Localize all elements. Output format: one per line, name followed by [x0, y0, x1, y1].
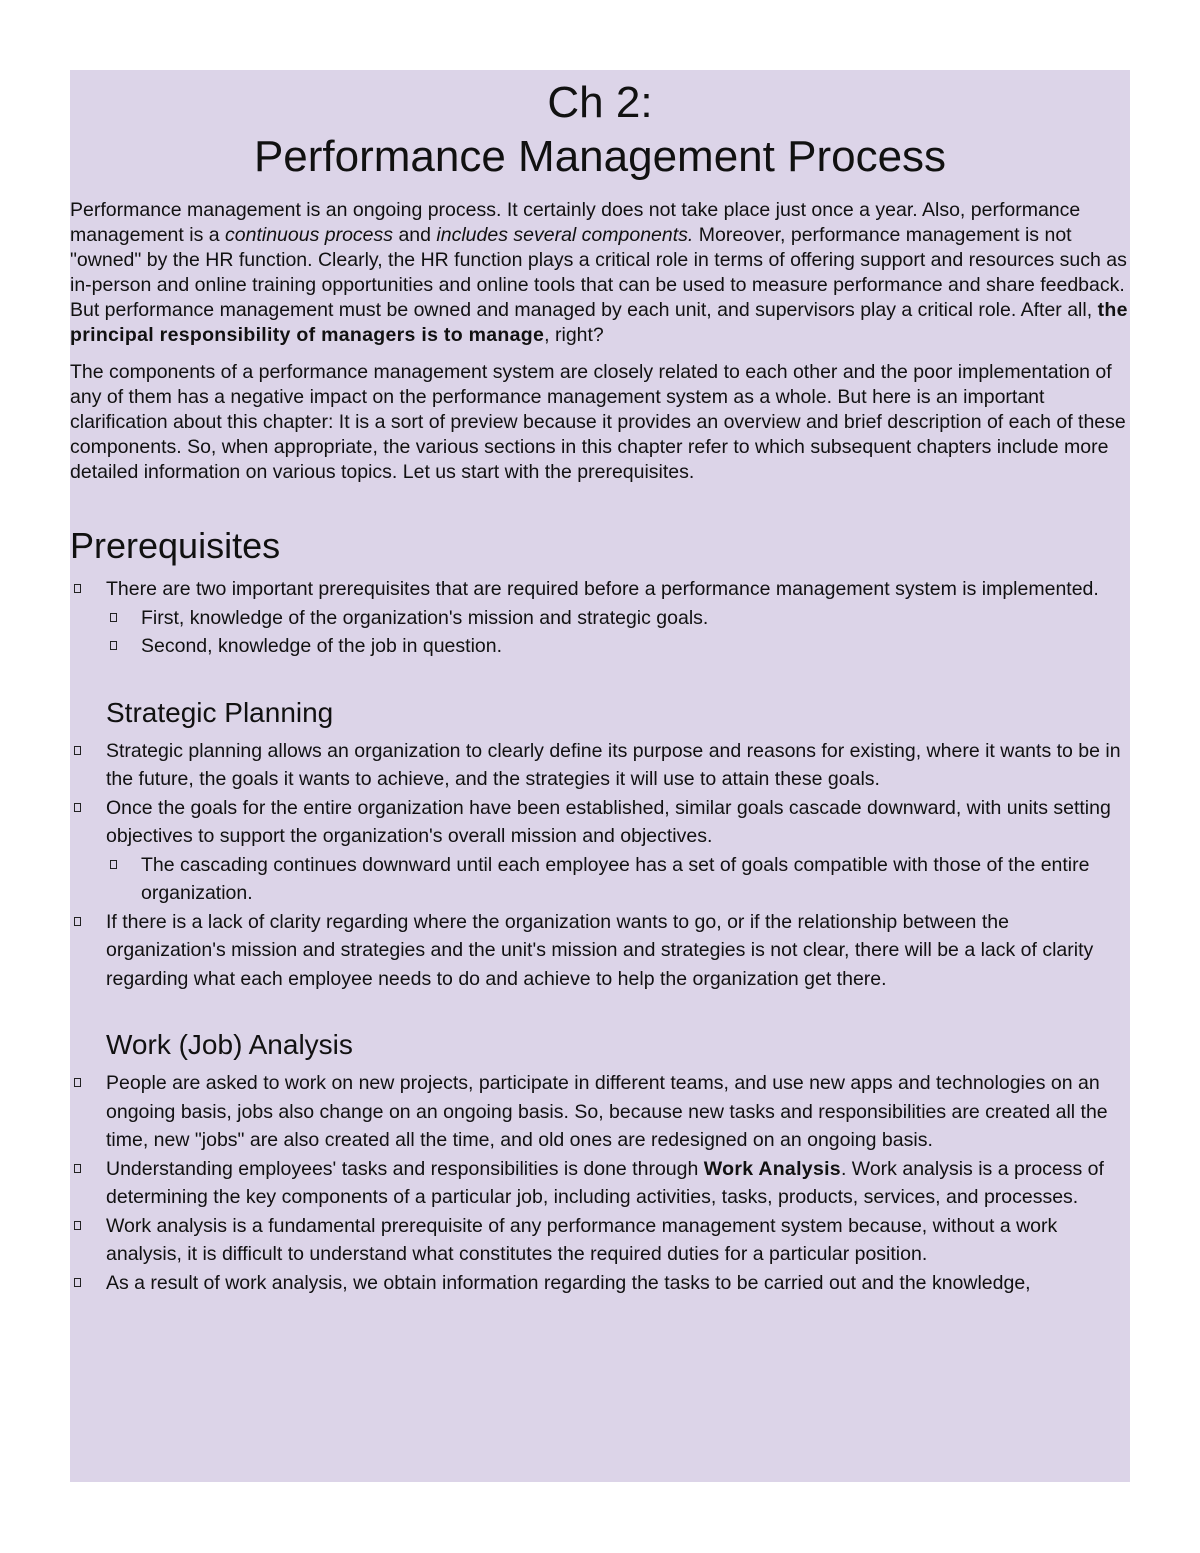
square-bullet-icon — [74, 803, 81, 812]
document-panel — [70, 70, 1130, 1482]
square-bullet-icon — [110, 860, 117, 869]
list-item: First, knowledge of the organization's mission and strategic goals. — [70, 604, 1122, 633]
list-item: Work analysis is a fundamental prerequisite of any performance management system because, without a work analysis, it is difficult to understand what constitutes the required duties for a particular position. — [70, 1212, 1122, 1269]
list-item: Strategic planning allows an organization to clearly define its purpose and reasons for existing, where it wants to be in the future, the goals it wants to achieve, and the strategies it will use to attain these goals. — [70, 737, 1122, 794]
work-analysis-list — [70, 1069, 1130, 1297]
list-item: Once the goals for the entire organization have been established, similar goals cascade downward, with units setting objectives to support the organization's overall mission and objectives. — [70, 794, 1122, 851]
work-analysis-heading: Work (Job) Analysis — [106, 1029, 353, 1060]
square-bullet-icon — [74, 917, 81, 926]
square-bullet-icon — [74, 1221, 81, 1230]
list-item: Understanding employees' tasks and responsibilities is done through Work Analysis. Work analysis is a process of determining the key components of a particular job, including activities, tasks, products, services, and processes. — [70, 1155, 1122, 1212]
intro-text-a: Performance management is an ongoing process. It certainly does not take place just once a year. Also, performance management is a — [70, 199, 1081, 246]
square-bullet-icon — [74, 746, 81, 755]
intro-text-d: , right? — [544, 324, 604, 346]
intro-text-c: Moreover, performance management is not "owned" by the HR function. Clearly, the HR function plays a critical role in terms of offering support and resources such as in-person and online training opportunities and online tools that can be used to measure performance and share feedback. But performance management must be owned and managed by each unit, and supervisors play a critical role. After all, — [70, 224, 1127, 321]
square-bullet-icon — [74, 1078, 81, 1087]
intro-bold: the principal responsibility of managers is to manage — [70, 299, 1128, 346]
intro-emphasis-2: includes several components. — [436, 224, 694, 246]
list-item: People are asked to work on new projects, participate in different teams, and use new apps and technologies on an ongoing basis, jobs also change on an ongoing basis. So, because new tasks and responsibilities are created all the time, new "jobs" are also created all the time, and old ones are redesigned on an ongoing basis. — [70, 1069, 1122, 1155]
page-title — [70, 76, 1130, 184]
intro-paragraph-1 — [70, 198, 1130, 348]
square-bullet-icon — [110, 613, 117, 622]
square-bullet-icon — [74, 1278, 81, 1287]
title-line-1: Ch 2: — [547, 78, 653, 127]
intro-emphasis-1: continuous process — [225, 224, 394, 246]
intro-paragraph-2: The components of a performance management system are closely related to each other and the poor implementation of any of them has a negative impact on the performance management system as a whole. But here is an important clarification about this chapter: It is a sort of preview because it provides an overview and brief description of each of these components. So, when appropriate, the various sections in this chapter refer to which subsequent chapters include more detailed information on various topics. Let us start with the prerequisites. — [70, 361, 1126, 483]
intro-text-b: and — [393, 224, 437, 246]
prerequisites-list — [70, 575, 1130, 661]
square-bullet-icon — [74, 584, 81, 593]
list-item: As a result of work analysis, we obtain information regarding the tasks to be carried out and the knowledge, — [70, 1269, 1122, 1298]
square-bullet-icon — [74, 1164, 81, 1173]
work-analysis-term: Work Analysis — [703, 1157, 841, 1180]
square-bullet-icon — [110, 641, 117, 650]
list-item: The cascading continues downward until each employee has a set of goals compatible with those of the entire organization. — [70, 851, 1122, 908]
list-item: If there is a lack of clarity regarding where the organization wants to go, or if the relationship between the organization's mission and strategies and the unit's mission and strategies is not clear, there will be a lack of clarity regarding what each employee needs to do and achieve to help the organization get there. — [70, 908, 1122, 994]
list-item: Second, knowledge of the job in question. — [70, 632, 1122, 661]
strategic-planning-list — [70, 737, 1130, 994]
strategic-planning-heading: Strategic Planning — [106, 696, 334, 728]
list-item: There are two important prerequisites that are required before a performance management system is implemented. — [70, 575, 1122, 604]
title-line-2: Performance Management Process — [253, 132, 947, 181]
prerequisites-heading: Prerequisites — [70, 525, 281, 566]
